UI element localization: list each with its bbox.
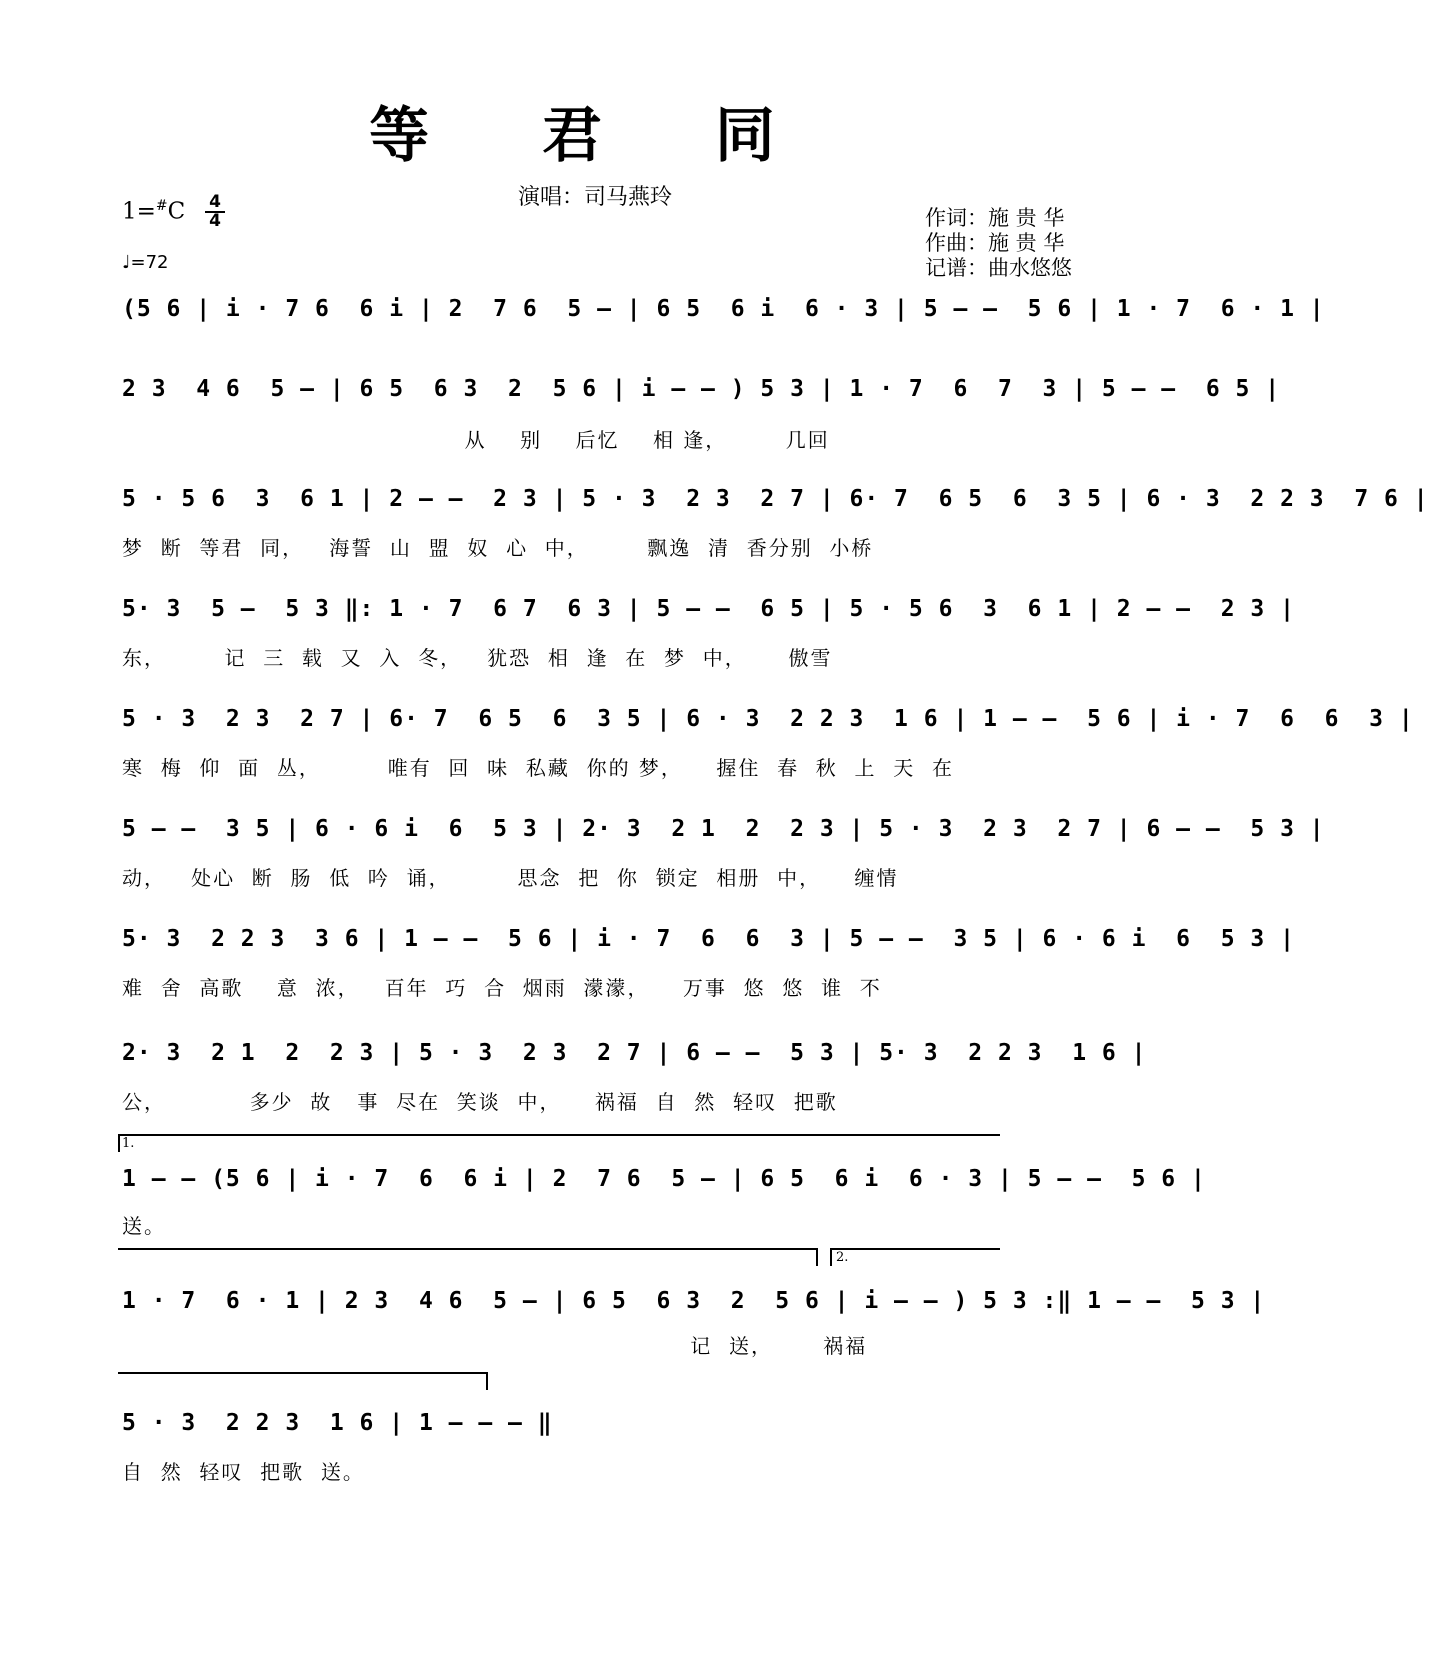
lyrics-line-6: 动， 处心 断 肠 低 吟 诵， 思念 把 你 锁定 相册 中， 缠情 — [122, 866, 899, 890]
lyrics-line-4: 东， 记 三 载 又 入 冬， 犹恐 相 逢 在 梦 中， 傲雪 — [122, 646, 833, 670]
lyrics-line-11: 自 然 轻叹 把歌 送。 — [122, 1460, 365, 1484]
lyrics-line-5: 寒 梅 仰 面 丛， 唯有 回 味 私藏 你的 梦， 握住 春 秋 上 天 在 — [122, 756, 954, 780]
notation-line-9: 1 – – (5 6 | i · 7 6 6 i | 2 7 6 5 – | 6 5 6 i 6 · 3 | 5 – – 5 6 | — [122, 1166, 1206, 1192]
meter-bottom: 4 — [205, 211, 225, 230]
key-signature — [122, 198, 185, 225]
second-ending-bracket — [830, 1248, 1000, 1266]
notation-line-10: 1 · 7 6 · 1 | 2 3 4 6 5 – | 6 5 6 3 2 5 6 | i – – ) 5 3 :‖ 1 – – 5 3 | — [122, 1288, 1266, 1314]
first-ending-label: 1. — [122, 1136, 135, 1151]
composer-credit: 作曲：施 贵 华 — [925, 231, 1065, 255]
notation-line-6: 5 – – 3 5 | 6 · 6 i 6 5 3 | 2· 3 2 1 2 2 3 | 5 · 3 2 3 2 7 | 6 – – 5 3 | — [122, 816, 1325, 842]
lyricist-credit: 作词：施 贵 华 — [925, 206, 1065, 230]
lyrics-line-10: 记 送， 祸福 — [122, 1334, 868, 1358]
tempo-marking: ♩=72 — [122, 252, 169, 273]
notation-line-5: 5 · 3 2 3 2 7 | 6· 7 6 5 6 3 5 | 6 · 3 2 2 3 1 6 | 1 – – 5 6 | i · 7 6 6 3 | — [122, 706, 1414, 732]
second-ending-continuation — [118, 1372, 488, 1390]
notation-line-2: 2 3 4 6 5 – | 6 5 6 3 2 5 6 | i – – ) 5 3 | 1 · 7 6 7 3 | 5 – – 6 5 | — [122, 376, 1281, 402]
lyrics-line-3: 梦 断 等君 同， 海誓 山 盟 奴 心 中， 飘逸 清 香分别 小桥 — [122, 536, 874, 560]
notation-line-3: 5 · 5 6 3 6 1 | 2 – – 2 3 | 5 · 3 2 3 2 7 | 6· 7 6 5 6 3 5 | 6 · 3 2 2 3 7 6 | — [122, 486, 1429, 512]
lyrics-line-7: 难 舍 高歌 意 浓， 百年 巧 合 烟雨 濛濛， 万事 悠 悠 谁 不 — [122, 976, 882, 1000]
key-note: C — [167, 198, 186, 225]
second-ending-label: 2. — [836, 1250, 849, 1265]
first-ending-bracket — [118, 1134, 1000, 1152]
singer-credit: 演唱：司马燕玲 — [517, 185, 672, 210]
key-prefix: 1= — [122, 198, 156, 225]
lyrics-line-9: 送。 — [122, 1214, 166, 1238]
notation-line-4: 5· 3 5 – 5 3 ‖: 1 · 7 6 7 6 3 | 5 – – 6 5 | 5 · 5 6 3 6 1 | 2 – – 2 3 | — [122, 596, 1295, 622]
lyrics-line-8: 公， 多少 故 事 尽在 笑谈 中， 祸福 自 然 轻叹 把歌 — [122, 1090, 838, 1114]
time-signature — [205, 194, 225, 230]
lyrics-line-2: 从 别 后忆 相 逢， 几回 — [122, 428, 830, 452]
meter-top: 4 — [209, 192, 221, 212]
page-title: 等 君 同 — [369, 101, 821, 171]
first-ending-continuation — [118, 1248, 818, 1266]
sharp-sign: # — [155, 198, 168, 214]
transcriber-credit: 记谱：曲水悠悠 — [925, 256, 1072, 280]
notation-line-7: 5· 3 2 2 3 3 6 | 1 – – 5 6 | i · 7 6 6 3 | 5 – – 3 5 | 6 · 6 i 6 5 3 | — [122, 926, 1295, 952]
credits-block — [925, 206, 1072, 281]
notation-line-11: 5 · 3 2 2 3 1 6 | 1 – – – ‖ — [122, 1410, 553, 1436]
notation-line-1: (5 6 | i · 7 6 6 i | 2 7 6 5 – | 6 5 6 i 6 · 3 | 5 – – 5 6 | 1 · 7 6 · 1 | — [122, 296, 1325, 322]
notation-line-8: 2· 3 2 1 2 2 3 | 5 · 3 2 3 2 7 | 6 – – 5 3 | 5· 3 2 2 3 1 6 | — [122, 1040, 1147, 1066]
